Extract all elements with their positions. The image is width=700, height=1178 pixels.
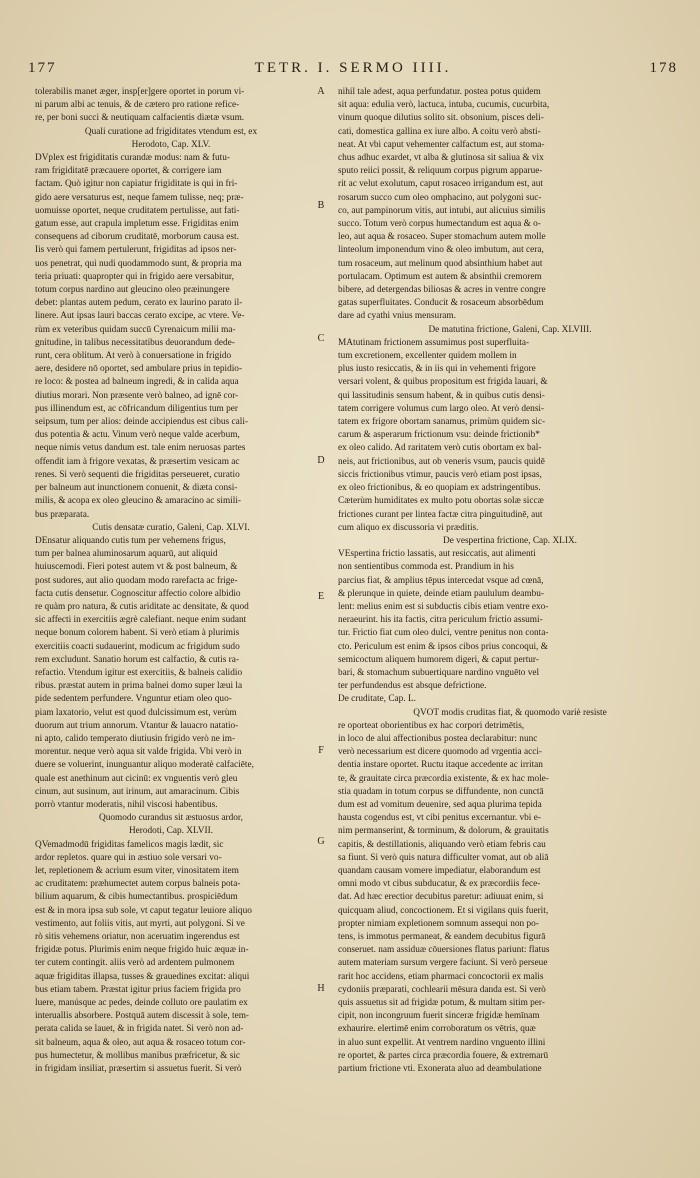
- text-line: dentia instare oportet. Ructu itaque accedente ac irritan: [338, 760, 543, 771]
- margin-letter: H: [317, 983, 325, 994]
- text-line: sa fiunt. Si verò quis natura difficulter vomat, aut ob aliā: [338, 852, 549, 863]
- left-text-column: [35, 86, 307, 1076]
- margin-letter: D: [317, 455, 325, 466]
- text-line: milis, & acopa ex oleo gleucino & amaracino ac simili-: [35, 496, 242, 507]
- text-line: neat. At vbi caput vehementer calfactum est, aut stoma-: [338, 139, 545, 150]
- text-line: bus præparata.: [35, 509, 90, 520]
- text-line: & plerunque in quiete, deinde etiam paululum deambu-: [338, 588, 545, 599]
- text-line: uos penetrat, qui nudi quodammodo sunt, & propria ma: [35, 258, 242, 269]
- text-line: leo, aut aqua & rosaceo. Super stomachum autem molle: [338, 232, 546, 243]
- text-line: parcius fiat, & amplius tēpus intercedat vsque ad cœnā,: [338, 575, 544, 586]
- text-line: plus iusto resiccatis, & in iis qui in vehementi frigore: [338, 364, 536, 375]
- text-line: quale est anethinum aut cicinū: ex vnguentis verò gleu: [35, 773, 238, 784]
- text-line: porrò vtantur moderatis, nihil viscosi habentibus.: [35, 799, 218, 810]
- text-line: succo. Totum verò corpus humectandum est aqua & o-: [338, 219, 541, 230]
- chapter-heading: Cutis densatæ curatio, Galeni, Cap. XLVI.: [92, 522, 250, 533]
- text-line: pide sedentem perfundere. Vnguntur etiam oleo quo-: [35, 694, 232, 705]
- text-line: per balneum aut inunctionem conuenit, & diæta consi-: [35, 483, 238, 494]
- right-text-column: [338, 86, 682, 1076]
- chapter-heading: De matutina frictione, Galeni, Cap. XLVIII.: [428, 324, 592, 335]
- text-line: exhaurire. elertimē enim corroboratum os vētris, quæ: [338, 1024, 536, 1035]
- text-line: neis, aut frictionibus, aut ob veneris vsum, paucis quidē: [338, 456, 545, 467]
- text-line: nim permanserint, & torminum, & dolorum, & grauitatis: [338, 826, 549, 837]
- margin-letter: G: [317, 836, 325, 847]
- text-line: ni parum albi ac tenuis, & de cætero pro ratione refice-: [35, 100, 240, 111]
- text-line: te, & grauitate circa præcordia existente, & ex hac mole-: [338, 773, 549, 784]
- text-line: luere, manúsque ac pedes, deinde colluto ore paulatim ex: [35, 998, 248, 1009]
- chapter-heading: Herodoto, Cap. XLV.: [131, 139, 211, 150]
- text-line: aquæ frigiditas illapsa, tusses & grauedines excitat: aliqui: [35, 971, 250, 982]
- text-line: tum per balnea aluminosarum aquarū, aut aliquid: [35, 549, 218, 560]
- text-line: DEnsatur aliquando cutis tum per vehemens frigus,: [35, 535, 226, 546]
- text-line: frictiones curant per lintea factæ citra pinguitudinē, aut: [338, 509, 543, 520]
- text-line: stia quadam in totum corpus se diffundente, non cunctā: [338, 786, 544, 797]
- text-line: post sudores, aut alio quodam modo rarefacta ac frige-: [35, 575, 238, 586]
- text-line: VEspertina frictio lassatis, aut resiccatis, aut alimenti: [338, 549, 536, 560]
- text-line: exercitiis coacti sudauerint, modicum ac frigidum sudo: [35, 641, 240, 652]
- text-line: vestimento, aut foliis vitis, aut myrti, aut polygoni. Si ve: [35, 918, 245, 929]
- text-line: bilium aquarum, & cibis humectantibus. prospiciēdum: [35, 892, 238, 903]
- text-line: tolerabilis manet æger, insp[er]gere oportet in porum vi-: [35, 87, 245, 97]
- text-line: re quàm pro natura, & cutis ariditate ac densitate, & quod: [35, 601, 249, 612]
- text-line: piam laxatorio, velut est quod dulcissimum est, verùm: [35, 707, 237, 718]
- text-line: interuallis absorbere. Postquā autem discessit à sole, tem-: [35, 1011, 250, 1022]
- text-line: gido aere versaturus est, neque famem tulisse, neq; præ-: [35, 192, 244, 203]
- text-line: perata calida se lauet, & in frigida natet. Si verò non ad-: [35, 1024, 244, 1035]
- text-line: dat. Ad hæc erectior decubitus paretur: adiuuat enim, si: [338, 892, 544, 903]
- text-line: ex oleo frictionibus, & eo quopiam ex adstringentibus.: [338, 483, 541, 494]
- margin-letter: A: [317, 86, 325, 97]
- text-line: in frigidam insiliat, præsertim si assuetus fuerit. Si verò: [35, 1064, 242, 1075]
- running-title: TETR. I. SERMO IIII.: [254, 60, 452, 76]
- text-line: omni modo vt cibus subducatur, & ex præcordiis fece-: [338, 879, 541, 890]
- text-line: consequens ad ciborum cruditatē, morborum causa est.: [35, 232, 239, 243]
- text-line: rit ac velut exolutum, caput rosaceo irrigandum est, aut: [338, 179, 543, 190]
- text-line: tatem ex frigore obortam sanamus, primùm quidem sic-: [338, 417, 546, 428]
- text-line: tens, is immotus permaneat, & eandem decubitus figurā: [338, 932, 546, 942]
- text-line: duere se voluerint, inunguantur aliquo moderatè calfaciēte,: [35, 760, 254, 771]
- chapter-heading: De vespertina frictione, Cap. XLIX.: [443, 535, 577, 546]
- text-line: versari volent, & quibus propositum est frigida lauari, &: [338, 377, 548, 388]
- text-line: propter nimiam expletionem somnum assequi non po-: [338, 918, 539, 929]
- text-line: Cæterùm humiditates ex multo potu obortas solæ siccæ: [338, 496, 544, 507]
- text-line: ni apto, calido temperato diutiusin frigido verò ne im-: [35, 733, 236, 744]
- text-line: cipit, non incongruum fuerit sinceræ frigidæ hemīnam: [338, 1011, 540, 1022]
- text-line: verò necessarium est dicere quomodo ad vrgentia acci-: [338, 747, 543, 758]
- text-line: ram frigiditatē præcauere oportet, & corrigere iam: [35, 166, 222, 177]
- text-line: re, per boni succi & neutiquam calfacientis diætæ vsum.: [35, 113, 245, 124]
- text-line: neque bonum colorem habent. Si verò etiam à plurimis: [35, 628, 240, 639]
- running-header: [28, 60, 678, 80]
- chapter-heading: Herodoti, Cap. XLVII.: [128, 826, 214, 837]
- text-line: bus etiam tabem. Præstat igitur prius faciem frigida pro: [35, 984, 241, 995]
- text-line: gatas superfluitates. Conducit & rosaceum absorbēdum: [338, 298, 544, 309]
- text-line: tatem corrigere volumus cum largo oleo. At verò densi-: [338, 403, 545, 414]
- text-line: facta cutis densetur. Cognoscitur affectio colore albidio: [35, 588, 241, 599]
- text-line: in aluo sunt expellit. At ventrem nardino vnguento illini: [338, 1037, 546, 1048]
- text-line: re oporteat oborientibus ex hac corpori detrimētis,: [338, 720, 525, 731]
- text-line: neraeurint. his ita factis, citra periculum frictio assumi-: [338, 615, 543, 626]
- page-number-left: 177: [28, 60, 57, 76]
- text-line: rùm ex veteribus quidam succū Cyrenaicum milii ma-: [35, 324, 236, 335]
- text-line: renes. Si verò sequenti die frigiditas perseueret, curatio: [35, 469, 240, 480]
- text-line: dare ad cyathi vnius mensuram.: [338, 311, 456, 322]
- text-line: frigidæ potus. Plurimis enim neque frigido huic æquæ in-: [35, 945, 249, 956]
- text-line: runt, cera oblitum. At verò à conuersatione in frigido: [35, 351, 232, 362]
- text-line: in loco de alui affectionibus postea declarabitur: nunc: [338, 733, 538, 744]
- margin-letter: C: [317, 333, 325, 344]
- text-line: partium frictione vti. Exonerata aluo ad deambulatione: [338, 1064, 542, 1075]
- text-line: huiuscemodi. Fieri potest autem vt & post balneum, &: [35, 562, 238, 573]
- text-line: chus adhuc exardet, vt alba & glutinosa sit saliua & vix: [338, 153, 544, 164]
- text-line: lent: melius enim est si subductis cibis etiam ventre exo-: [338, 601, 549, 612]
- text-line: qui lassitudinis sensum habent, & in quibus cutis densi-: [338, 390, 545, 401]
- text-line: rosarum succo cum oleo omphacino, aut polygoni suc-: [338, 192, 542, 203]
- text-line: portulacam. Optimum est autem & absinthii cremorem: [338, 271, 542, 282]
- text-line: quis assuetus sit ad frigidæ potum, & multam sitim per-: [338, 998, 545, 1009]
- text-line: sit aqua: edulia verò, lactuca, intuba, cucumis, cucurbita,: [338, 100, 550, 111]
- text-line: autem materiam sursum vergere faciunt. Si verò perseue: [338, 958, 548, 969]
- text-line: dus potentia & actu. Vinum verò neque valde acerbum,: [35, 430, 240, 441]
- chapter-heading: Quomodo curandus sit æstuosus ardor,: [99, 813, 243, 824]
- text-line: diutius morari. Non præsente verò balneo, ad ignē cor-: [35, 390, 239, 401]
- text-line: QVemadmodū frigiditas famelicos magis lædit, sic: [35, 839, 224, 850]
- text-line: bari, & stomachum subuertiquare nardino vnguēto vel: [338, 667, 540, 678]
- text-line: sit balneum, aqua & oleo, aut aqua & rosaceo totum cor-: [35, 1037, 246, 1048]
- text-line: dum est ad vomitum deuenire, sed aqua plurima tepida: [338, 799, 542, 810]
- text-line: quicquam aliud, concoctionem. Et si vigilans quis fuerit,: [338, 905, 549, 916]
- text-line: ter perfundendus est absque defrictione.: [338, 681, 487, 692]
- text-line: Iis verò qui famem pertulerunt, frigiditas ad ipsos ner-: [35, 245, 237, 256]
- text-line: aere, desidere nō oportet, sed ambulare prius in tepidio-: [35, 364, 243, 375]
- text-line: sputo reiici possit, & reliquum corpus pigrum apparue-: [338, 166, 543, 177]
- text-line: hausta cogendus est, vt cibi penitus excernantur. vbi e-: [338, 813, 541, 824]
- text-line: non sentientibus commoda est. Prandium in his: [338, 562, 514, 573]
- text-line: cto. Periculum est enim & ipsos cibos prius concoqui, &: [338, 641, 548, 652]
- text-line: quandam causam vomere impediatur, elaborandum est: [338, 865, 541, 876]
- text-line: bibere, ad detergendas biliosas & acres in ventre congre: [338, 285, 546, 296]
- text-line: pus illinendum est, ac cōfricandum diligentius tum per: [35, 403, 238, 414]
- text-line: De cruditate, Cap. L.: [338, 694, 416, 705]
- text-line: sic affecti in exercitiis ægrè calefiant. neque enim sudant: [35, 615, 247, 626]
- text-line: refactio. Vtendum igitur est exercitiis, & balneis calidio: [35, 667, 243, 678]
- chapter-heading: Quali curatione ad frigiditates vtendum est, ex: [84, 126, 258, 137]
- text-line: ardor repletos. quare qui in æstiuo sole versari vo-: [35, 852, 222, 863]
- text-line: offendit iam à frigore vexatas, & præsertim vesicam ac: [35, 456, 240, 467]
- text-line: carum & asperarum frictionum vsu: deinde frictionib*: [338, 430, 540, 441]
- text-line: rò sitis vehemens oriatur, non aceruatim ingerendus est: [35, 932, 240, 942]
- text-line: let, repletionem & acrium esum viter, vinositatem item: [35, 865, 239, 876]
- text-line: ribus. præstat autem in prima balnei domo super læui la: [35, 681, 243, 692]
- text-line: duorum aut trium annorum. Vtantur & lauacro natatio-: [35, 720, 239, 731]
- page-number-right: 178: [649, 60, 678, 76]
- text-line: seipsum, tum per alios: deinde accipiendus est cibus cali-: [35, 417, 248, 428]
- text-line: gatum esse, aut crapula impletum esse. Frigiditas enim: [35, 219, 239, 230]
- text-line: morentur. neque verò aqua sit valde frigida. Vbi verò in: [35, 747, 242, 758]
- text-line: neque nimis vetus dandum est. tale enim neruosas partes: [35, 443, 246, 454]
- text-line: tur. Frictio fiat cum oleo dulci, ventre penitus non conta-: [338, 628, 549, 639]
- text-line: co, aut pampinorum vitis, aut intubi, aut alicuius similis: [338, 205, 546, 216]
- margin-letter: E: [317, 591, 325, 602]
- text-line: pus humectetur, & mollibus manibus præfricetur, & sic: [35, 1050, 241, 1061]
- chapter-heading: QVOT modis cruditas fiat, & quomodo variè resiste: [413, 707, 607, 718]
- text-line: tum excretionem, excellenter quidem mollem in: [338, 351, 517, 362]
- text-line: linteolum imponendum vino & oleo imbutum, aut cera,: [338, 245, 544, 256]
- text-line: linere. Aut ipsas lauri baccas cerato excipe, ac vtere. Ve-: [35, 311, 245, 322]
- text-line: teria priuati: quapropter qui in frigido aere versabitur,: [35, 271, 234, 282]
- margin-letter: F: [318, 745, 324, 756]
- text-line: re loco: & postea ad balneum ingredi, & in calida aqua: [35, 377, 239, 388]
- text-line: cum aliquo ex discussoria vi præditis.: [338, 522, 479, 533]
- text-line: totum corpus nardino aut gleucino oleo præinungere: [35, 285, 230, 296]
- text-line: cinum, aut susinum, aut irinum, aut amaracinum. Cibis: [35, 786, 240, 797]
- text-line: rarit hoc accidens, etiam pharmaci concoctorii ex malis: [338, 971, 544, 982]
- margin-letter: B: [317, 200, 325, 211]
- text-line: uomuisse oportet, neque cruditatem pertulisse, aut fati-: [35, 205, 240, 216]
- text-line: ac cruditatem: præhumectet autem corpus balneis pota-: [35, 879, 241, 890]
- text-line: conseruet. nam assiduæ cōuersiones flatus pariunt: flatus: [338, 945, 550, 956]
- text-line: capitis, & destillationis, aliquando verò etiam febris cau: [338, 839, 546, 850]
- text-line: cydoniis præparati, cochlearii mēsura danda est. Si verò: [338, 984, 546, 995]
- text-line: MAtutinam frictionem assumimus post superfluita-: [338, 337, 530, 348]
- text-line: DVplex est frigiditatis curandæ modus: nam & futu-: [35, 153, 230, 164]
- text-line: ex oleo calido. Ad raritatem verò cutis obortam ex bal-: [338, 443, 542, 454]
- text-line: siccis frictionibus vtimur, paucis verò etiam post ipsas,: [338, 469, 542, 480]
- text-line: ter cutem contingit. aliis verò ad ardentem pulmonem: [35, 958, 235, 969]
- text-line: cati, domestica gallina ex iure albo. A coitu verò absti-: [338, 126, 541, 137]
- text-line: semicoctum aliquem humorem digeri, & caput pertur-: [338, 654, 539, 665]
- text-line: factam. Quò igitur non capiatur frigiditate is qui in fri-: [35, 179, 238, 190]
- text-line: re oportet, & partes circa præcordia fouere, & extremarū: [338, 1050, 549, 1061]
- text-line: gnitudine, in talibus necessitatibus deuorandum dede-: [35, 337, 235, 348]
- text-line: rem excludunt. Sanatio horum est calfactio, & cutis ra-: [35, 654, 239, 665]
- text-line: nihil tale adest, aqua perfundatur. postea potus quidem: [338, 87, 541, 97]
- text-line: debet: plantas autem pedum, cerato ex laurino parato il-: [35, 298, 243, 309]
- text-line: tum rosaceum, aut melinum quod absinthium habet aut: [338, 258, 543, 269]
- text-line: vinum quoque dilutius solito sit. obsonium, pisces deli-: [338, 113, 544, 124]
- text-line: est & in mora ipsa sub sole, vt caput tegatur leuiore aliquo: [35, 905, 252, 916]
